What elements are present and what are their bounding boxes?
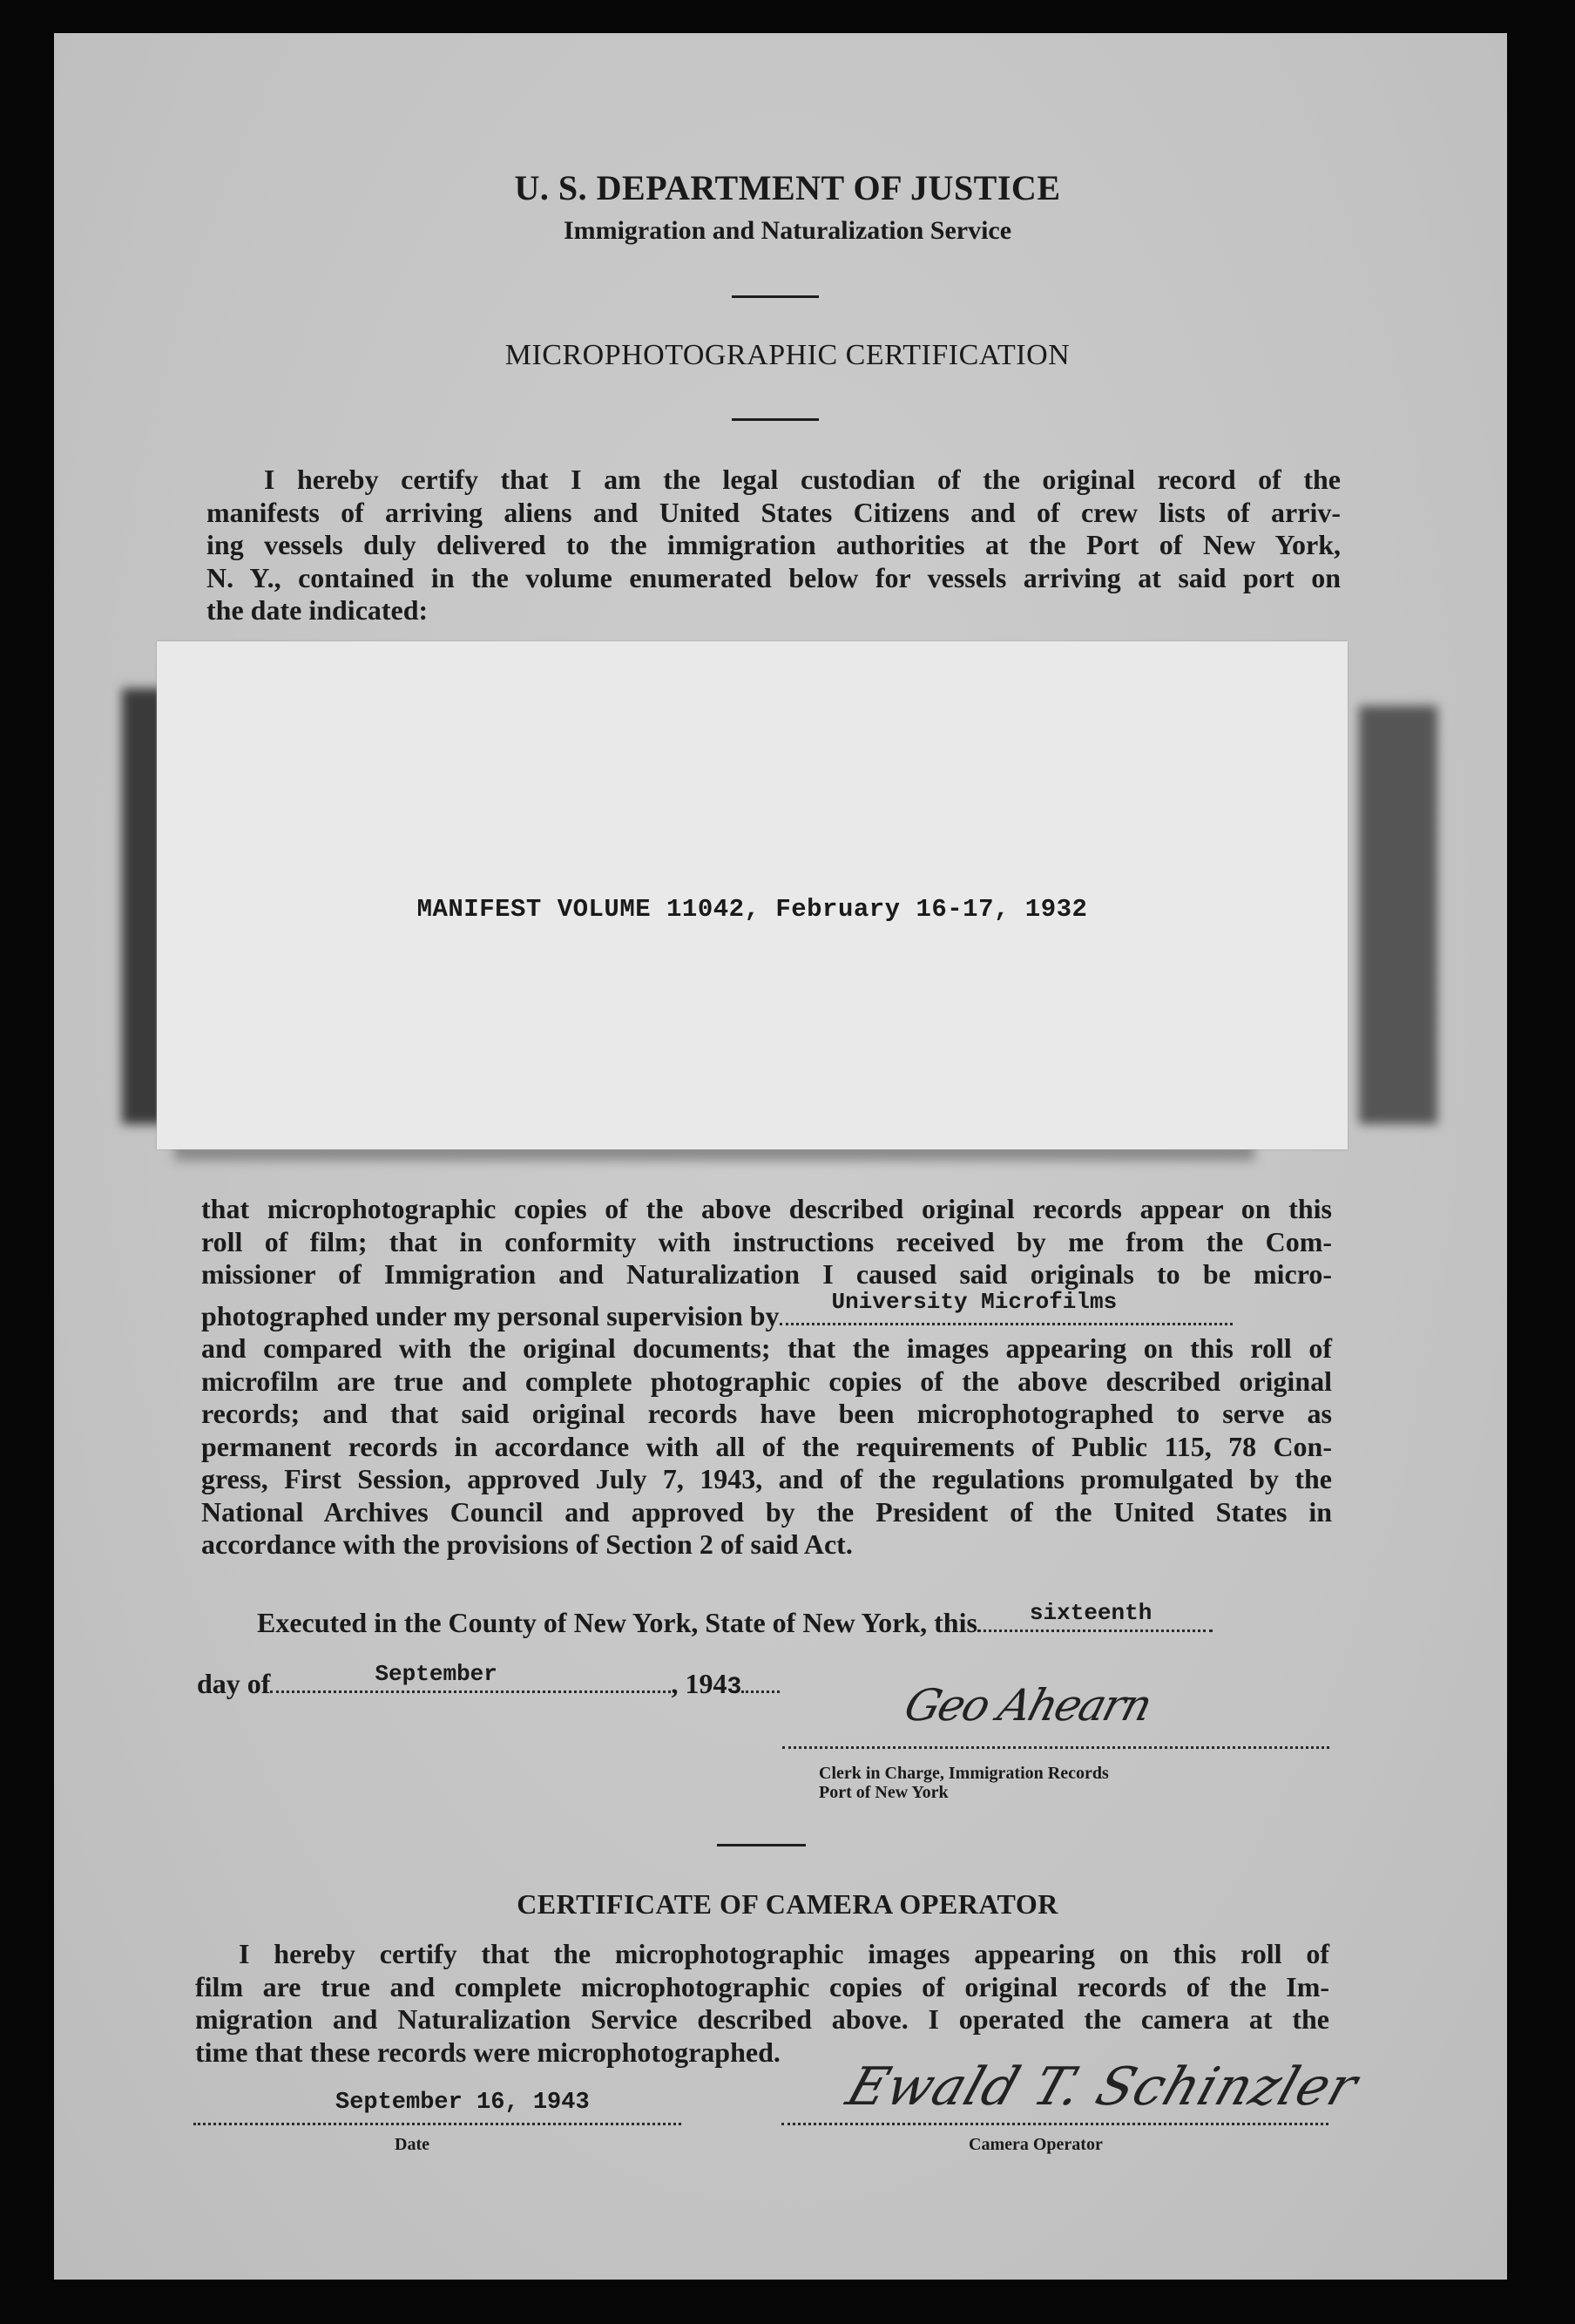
clerk-title-line1: Clerk in Charge, Immigration Records: [819, 1764, 1109, 1783]
supervision-line: [201, 1289, 1332, 1333]
intro-line: manifests of arriving aliens and United States Citizens and of crew lists of arriv-: [206, 496, 1341, 528]
department-heading: U. S. DEPARTMENT OF JUSTICE: [514, 168, 1061, 207]
body-line: roll of film; that in conformity with instructions received by me from the Com-: [201, 1225, 1332, 1257]
divider-rule: [732, 295, 819, 298]
camera-operator-title: CERTIFICATE OF CAMERA OPERATOR: [517, 1888, 1058, 1920]
body-line: gress, First Session, approved July 7, 1943, and of the regulations promulgated by the: [201, 1463, 1332, 1494]
operator-line: I hereby certify that the microphotographic images appearing on this roll of: [239, 1938, 1329, 1969]
year-trailing-dots: [741, 1664, 780, 1693]
execution-prefix: Executed in the County of New York, State of New York, this: [257, 1607, 977, 1638]
clerk-title-line2: Port of New York: [819, 1783, 949, 1802]
intro-line: I hereby certify that I am the legal custodian of the original record of the: [264, 464, 1341, 495]
divider-rule: [732, 418, 819, 421]
intro-line: N. Y., contained in the volume enumerated below for vessels arriving at said port on: [206, 561, 1341, 593]
body-line: permanent records in accordance with all of the requirements of Public 115, 78 Con-: [201, 1430, 1332, 1462]
operator-signature-line: [781, 2123, 1328, 2125]
body-line: that microphotographic copies of the above described original records appear on this: [201, 1193, 1332, 1224]
operator-line: film are true and complete microphotographic copies of original records of the Im-: [195, 1970, 1329, 2002]
supervision-prefix: photographed under my personal supervision by: [201, 1299, 780, 1331]
body-paragraph: [201, 1193, 1332, 1562]
operator-line: migration and Naturalization Service described above. I operated the camera at the: [195, 2003, 1329, 2035]
body-line: missioner of Immigration and Naturalization I caused said originals to be micro-: [201, 1258, 1332, 1290]
operator-date-value: September 16, 1943: [335, 2090, 590, 2116]
intro-line: the date indicated:: [206, 594, 429, 626]
intro-line: ing vessels duly delivered to the immigration authorities at the Port of New York,: [206, 529, 1341, 560]
execution-line: [257, 1600, 1337, 1639]
divider-rule: [717, 1844, 806, 1846]
day-of-line: [197, 1661, 894, 1701]
execution-day-blank: [977, 1600, 1213, 1632]
clerk-signature: Geo Ahearn: [899, 1680, 1157, 1731]
year-digit: 3: [727, 1674, 742, 1701]
day-of-label: day of: [197, 1668, 271, 1699]
supervision-blank: [780, 1289, 1233, 1325]
month-blank: [270, 1661, 671, 1693]
manifest-volume-text: MANIFEST VOLUME 11042, February 16-17, 1932: [416, 895, 1088, 924]
month-value: September: [375, 1661, 497, 1687]
operator-label: Camera Operator: [969, 2135, 1103, 2154]
intro-paragraph: [206, 464, 1341, 627]
execution-day-value: sixteenth: [1029, 1600, 1153, 1626]
manifest-card: [157, 641, 1348, 1149]
year-prefix: , 194: [671, 1668, 727, 1699]
card-shadow-right: [1359, 706, 1437, 1124]
clerk-title: [819, 1764, 1342, 1802]
date-line: [193, 2123, 681, 2125]
body-line: National Archives Council and approved by the President of the United States in: [201, 1495, 1332, 1528]
certification-title: MICROPHOTOGRAPHIC CERTIFICATION: [504, 339, 1071, 371]
camera-operator-paragraph: [195, 1938, 1329, 2069]
operator-line: time that these records were microphotographed.: [195, 2036, 781, 2068]
body-line: accordance with the provisions of Section 2 of said Act.: [201, 1528, 853, 1560]
service-subheading: Immigration and Naturalization Service: [563, 216, 1012, 245]
operator-signature: Ewald T. Schinzler: [839, 2056, 1366, 2117]
body-line: microfilm are true and complete photographic copies of the above described original: [201, 1365, 1332, 1397]
clerk-signature-line: [782, 1746, 1329, 1749]
body-line: records; and that said original records have been microphotographed to serve as: [201, 1398, 1332, 1429]
date-label: Date: [395, 2135, 429, 2154]
body-line: and compared with the original documents; that the images appearing on this roll of: [201, 1332, 1332, 1364]
supervision-value: University Microfilms: [831, 1289, 1118, 1315]
